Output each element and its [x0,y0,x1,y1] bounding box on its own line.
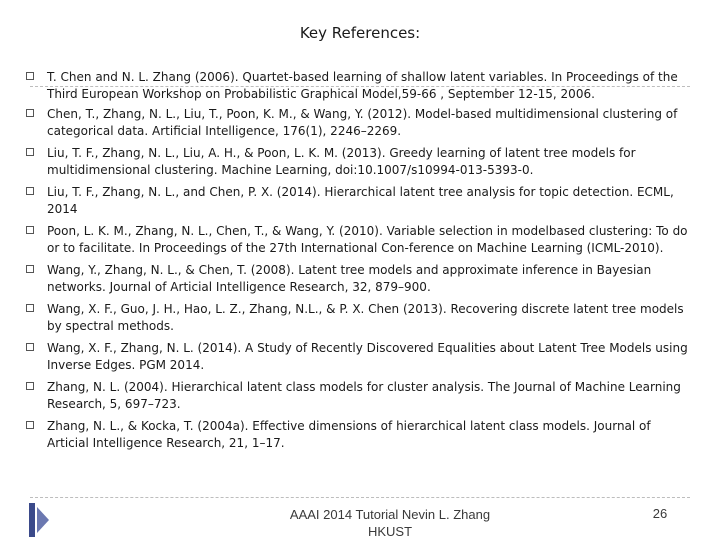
hollow-square-bullet-icon [26,187,34,195]
page-number: 26 [652,506,668,521]
reference-text: Zhang, N. L., & Kocka, T. (2004a). Effective dimensions of hierarchical latent class models. Journal of Articial Intelligence Research, 21, 1–17. [47,419,651,450]
reference-text: Wang, X. F., Guo, J. H., Hao, L. Z., Zhang, N.L., & P. X. Chen (2013). Recovering discrete latent tree models by spectral methods. [47,302,684,333]
reference-item [26,184,694,217]
reference-text: Wang, X. F., Zhang, N. L. (2014). A Study of Recently Discovered Equalities about Latent Tree Models using Inverse Edges. PGM 2014. [47,341,688,372]
hollow-square-bullet-icon [26,304,34,312]
footer-line-2: HKUST [367,524,413,539]
reference-text: Wang, Y., Zhang, N. L., & Chen, T. (2008). Latent tree models and approximate inference in Bayesian networks. Journal of Articial Intelligence Research, 32, 879–900. [47,263,652,294]
reference-item [26,418,694,451]
hollow-square-bullet-icon [26,72,34,80]
hollow-square-bullet-icon [26,109,34,117]
hollow-square-bullet-icon [26,226,34,234]
footer-text [270,506,510,540]
reference-text: Zhang, N. L. (2004). Hierarchical latent class models for cluster analysis. The Journal of Machine Learning Research, 5, 697–723. [47,380,681,411]
reference-text: Liu, T. F., Zhang, N. L., and Chen, P. X. (2014). Hierarchical latent tree analysis for topic detection. ECML, 2014 [47,185,674,216]
hollow-square-bullet-icon [26,421,34,429]
reference-item [26,340,694,373]
reference-item [26,145,694,178]
hollow-square-bullet-icon [26,343,34,351]
reference-item [26,262,694,295]
slide-title: Key References: [299,24,421,42]
footer-line-1: AAAI 2014 Tutorial Nevin L. Zhang [289,507,491,522]
reference-item [26,223,694,256]
reference-text: Poon, L. K. M., Zhang, N. L., Chen, T., & Wang, Y. (2010). Variable selection in modelbased clustering: To do or to facilitate. In Proceedings of the 27th International Con-ference on Machine Learning (ICML-2010). [47,224,688,255]
reference-text: Chen, T., Zhang, N. L., Liu, T., Poon, K. M., & Wang, Y. (2012). Model-based multidimensional clustering of categorical data. Artificial Intelligence, 176(1), 2246–2269. [47,107,678,138]
hollow-square-bullet-icon [26,265,34,273]
hollow-square-bullet-icon [26,382,34,390]
reference-text: Liu, T. F., Zhang, N. L., Liu, A. H., & Poon, L. K. M. (2013). Greedy learning of latent tree models for multidimensional clustering. Machine Learning, doi:10.1007/s10994-013-5393-0. [47,146,636,177]
bottom-divider [30,497,690,498]
reference-item [26,301,694,334]
reference-item [26,106,694,139]
reference-text: T. Chen and N. L. Zhang (2006). Quartet-based learning of shallow latent variables. In Proceedings of the Third European Workshop on Probabilistic Graphical Model,59-66 , September 12-15, 2006. [47,70,678,101]
reference-item [26,379,694,412]
hollow-square-bullet-icon [26,148,34,156]
reference-item [26,69,694,102]
reference-list [26,69,694,451]
slide-corner-mark-icon [27,503,53,537]
